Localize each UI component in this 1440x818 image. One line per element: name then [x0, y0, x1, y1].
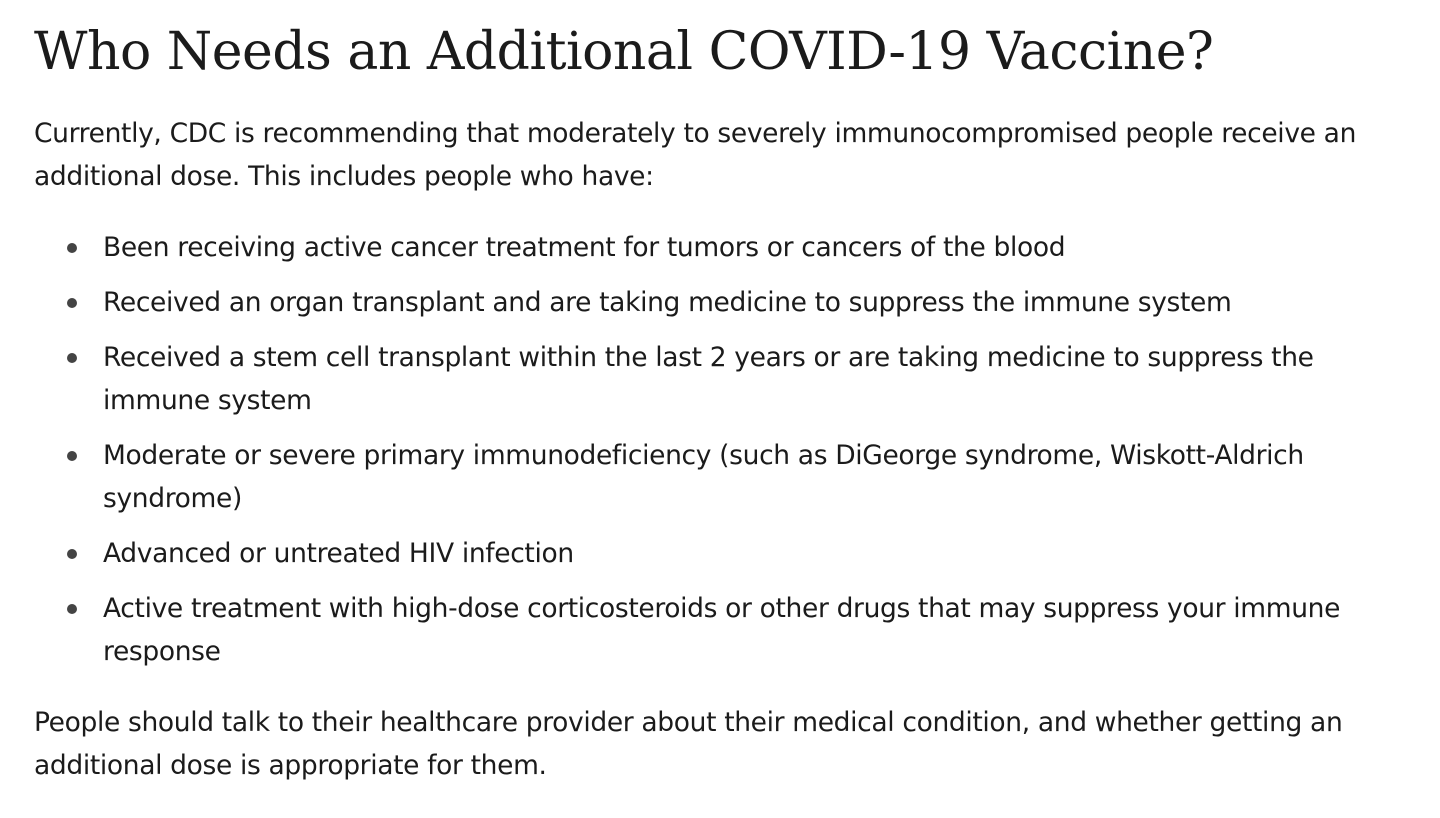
bullet-list [34, 226, 1406, 673]
bullet-icon [67, 353, 77, 363]
list-item-text: Active treatment with high-dose corticosteroids or other drugs that may suppress your immune response [103, 593, 1341, 667]
list-item-text: Been receiving active cancer treatment for tumors or cancers of the blood [103, 232, 1066, 263]
list-item-text: Received an organ transplant and are taking medicine to suppress the immune system [103, 287, 1232, 318]
list-item-text: Moderate or severe primary immunodeficiency (such as DiGeorge syndrome, Wiskott-Aldrich syndrome) [103, 440, 1304, 514]
list-item-text: Advanced or untreated HIV infection [103, 538, 574, 569]
intro-paragraph: Currently, CDC is recommending that moderately to severely immunocompromised people receive an additional dose. This includes people who have: [34, 118, 1357, 192]
list-item [34, 587, 1406, 673]
list-item [34, 281, 1406, 324]
list-item [34, 226, 1406, 269]
bullet-icon [67, 604, 77, 614]
list-item [34, 532, 1406, 575]
list-item [34, 434, 1406, 520]
bullet-icon [67, 243, 77, 253]
bullet-icon [67, 549, 77, 559]
closing-paragraph: People should talk to their healthcare provider about their medical condition, and whether getting an additional dose is appropriate for them. [34, 707, 1343, 781]
list-item-text: Received a stem cell transplant within the last 2 years or are taking medicine to suppress the immune system [103, 342, 1314, 416]
article [34, 14, 1406, 787]
bullet-icon [67, 298, 77, 308]
bullet-icon [67, 451, 77, 461]
page-title: Who Needs an Additional COVID-19 Vaccine? [34, 22, 1214, 82]
list-item [34, 336, 1406, 422]
